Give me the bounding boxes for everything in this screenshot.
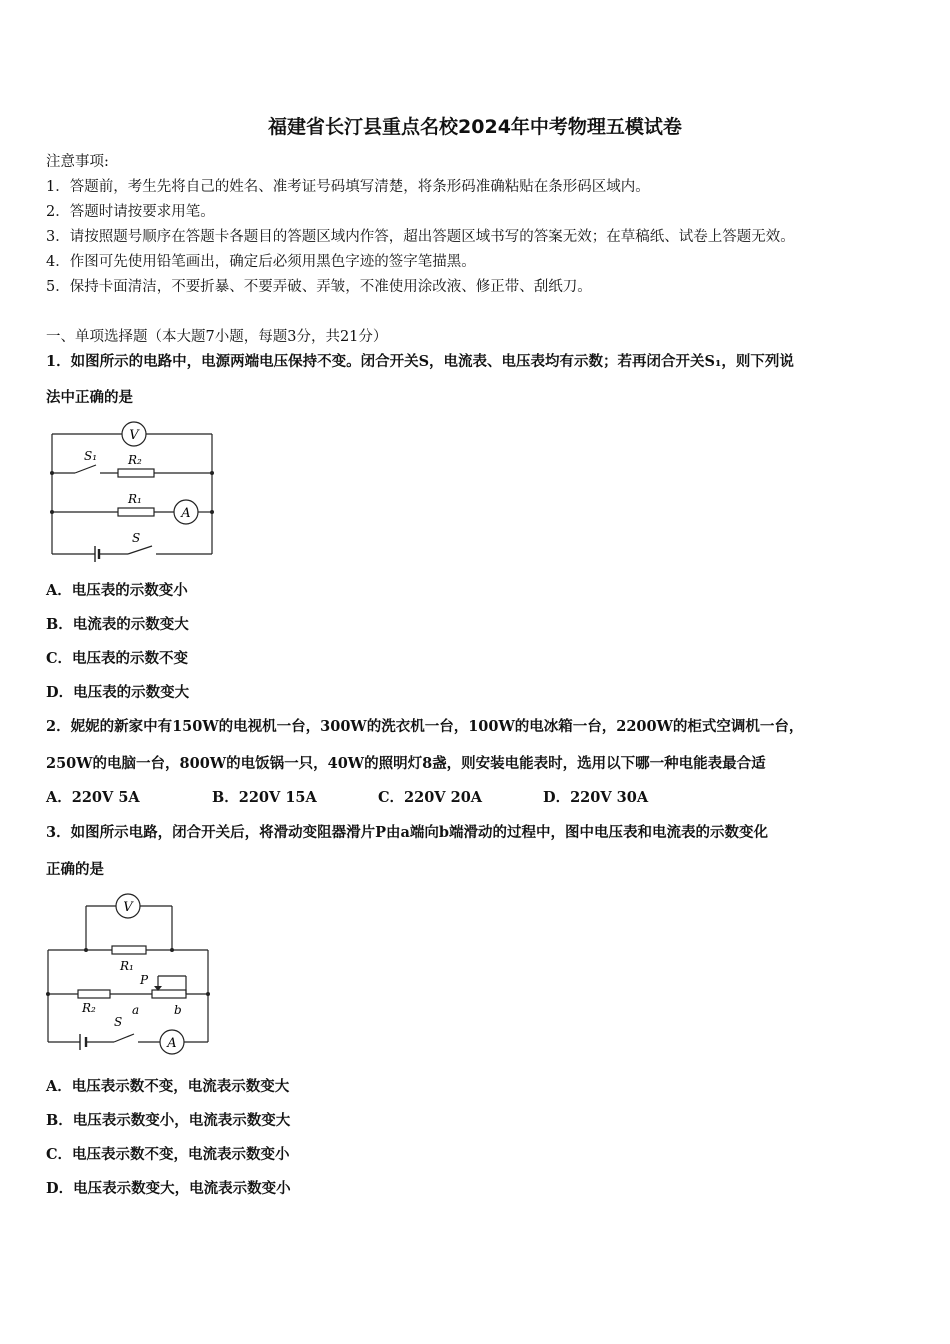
resistor-r2-label: R₂: [128, 453, 142, 467]
notice-item: 3．请按照题号顺序在答题卡各题目的答题区域内作答，超出答题区域书写的答案无效；在草稿纸、试卷上答题无效。: [46, 229, 795, 245]
q2-stem-line1: 2．妮妮的新家中有150W的电视机一台，300W的洗衣机一台，100W的电冰箱一台，2200W的柜式空调机一台，: [46, 718, 804, 735]
q2-option-a: A．220V 5A: [46, 789, 140, 806]
q1-option-b: B．电流表的示数变大: [46, 616, 189, 633]
q1-option-c: C．电压表的示数不变: [46, 650, 189, 667]
q3-option-a: A．电压表示数不变，电流表示数变大: [46, 1078, 290, 1095]
slider-p-label: P: [140, 973, 149, 987]
notice-item: 5．保持卡面清洁，不要折暴、不要弄破、弄皱，不准使用涂改液、修正带、刮纸刀。: [46, 279, 592, 295]
ammeter-label: A: [181, 506, 191, 521]
q2-option-c: C．220V 20A: [378, 789, 483, 806]
end-b-label: b: [174, 1003, 182, 1017]
ammeter-label: A: [167, 1036, 177, 1051]
switch-s-label: S: [114, 1015, 123, 1029]
q3-option-c: C．电压表示数不变，电流表示数变小: [46, 1146, 290, 1163]
q3-option-d: D．电压表示数变大，电流表示数变小: [46, 1180, 291, 1197]
notice-item: 1．答题前，考生先将自己的姓名、准考证号码填写清楚，将条形码准确粘贴在条形码区域内。: [46, 179, 650, 195]
q2-option-b: B．220V 15A: [212, 789, 317, 806]
resistor-r1-label: R₁: [128, 492, 142, 506]
q1-option-d: D．电压表的示数变大: [46, 684, 190, 701]
q1-option-a: A．电压表的示数变小: [46, 582, 188, 599]
q1-stem-line1: 1．如图所示的电路中，电源两端电压保持不变。闭合开关S，电流表、电压表均有示数；若再闭合开关S₁，则下列说: [46, 353, 794, 370]
q2-stem-line2: 250W的电脑一台，800W的电饭锅一只，40W的照明灯8盏，则安装电能表时，选用以下哪一种电能表最合适: [46, 755, 766, 772]
q2-option-d: D．220V 30A: [543, 789, 649, 806]
notice-item: 4．作图可先使用铅笔画出，确定后必须用黑色字迹的签字笔描黑。: [46, 254, 476, 270]
section-heading: 一、单项选择题（本大题7小题，每题3分，共21分）: [46, 329, 388, 345]
voltmeter-label: V: [129, 428, 139, 443]
page-title: 福建省长汀县重点名校2024年中考物理五模试卷: [268, 116, 682, 138]
resistor-r1-label: R₁: [120, 959, 134, 973]
notice-item: 2．答题时请按要求用笔。: [46, 204, 215, 220]
voltmeter-label: V: [123, 900, 133, 915]
switch-s-label: S: [132, 531, 141, 545]
switch-s1-label: S₁: [84, 449, 98, 463]
resistor-r2-label: R₂: [82, 1001, 96, 1015]
end-a-label: a: [132, 1003, 140, 1017]
q3-option-b: B．电压表示数变小，电流表示数变大: [46, 1112, 291, 1129]
notice-heading: 注意事项:: [46, 154, 109, 170]
q3-stem-line2: 正确的是: [46, 861, 104, 878]
q1-stem-line2: 法中正确的是: [46, 389, 133, 406]
q3-stem-line1: 3．如图所示电路，闭合开关后，将滑动变阻器滑片P由a端向b端滑动的过程中，图中电压表和电流表的示数变化: [46, 824, 769, 841]
q3-circuit-diagram: [40, 890, 220, 1058]
q1-circuit-diagram: [40, 418, 230, 563]
